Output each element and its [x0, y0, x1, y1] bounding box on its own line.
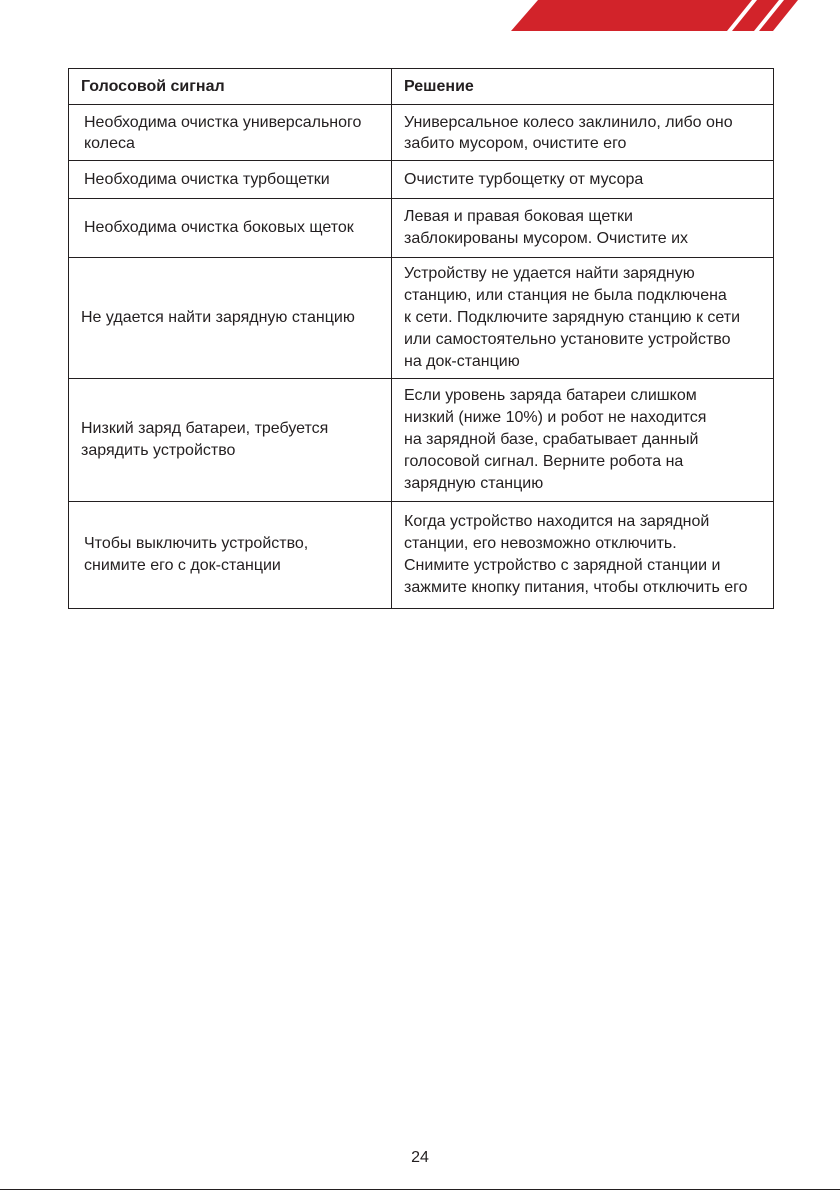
cell-line: Не удается найти зарядную станцию	[81, 309, 355, 326]
cell-line: Снимите устройство с зарядной станции и	[404, 557, 721, 574]
cell-line: Необходима очистка боковых щеток	[84, 219, 354, 236]
cell-line: Чтобы выключить устройство,	[84, 535, 309, 552]
solution-cell	[392, 502, 774, 609]
footer-rule	[0, 1189, 840, 1190]
cell-line: станцию, или станция не была подключена	[404, 287, 727, 304]
signal-cell	[69, 105, 392, 161]
table-row	[69, 379, 774, 502]
solution-cell	[392, 258, 774, 379]
signal-cell	[69, 161, 392, 199]
voice-signal-table	[68, 68, 774, 609]
solution-cell	[392, 199, 774, 258]
table-row	[69, 161, 774, 199]
cell-line: снимите его с док-станции	[84, 557, 281, 574]
header-decoration	[0, 0, 840, 40]
cell-line: Очистите турбощетку от мусора	[404, 170, 644, 188]
red-band	[511, 0, 752, 31]
cell-line: колеса	[84, 134, 135, 152]
signal-cell	[69, 258, 392, 379]
cell-line: станции, его невозможно отключить.	[404, 535, 677, 552]
signal-cell	[69, 379, 392, 502]
cell-line: Необходима очистка турбощетки	[84, 170, 330, 188]
cell-line: Левая и правая боковая щетки	[404, 208, 633, 225]
cell-line: на зарядной базе, срабатывает данный	[404, 431, 699, 448]
column-header-signal: Голосовой сигнал	[69, 69, 392, 105]
signal-cell	[69, 199, 392, 258]
table-header-row	[69, 69, 774, 105]
cell-line: низкий (ниже 10%) и робот не находится	[404, 409, 707, 426]
cell-line: зарядную станцию	[404, 475, 544, 492]
table-row	[69, 105, 774, 161]
solution-cell	[392, 105, 774, 161]
cell-line: забито мусором, очистите его	[404, 134, 627, 152]
cell-line: зажмите кнопку питания, чтобы отключить его	[404, 579, 748, 596]
table-row	[69, 199, 774, 258]
solution-cell	[392, 161, 774, 199]
table-row	[69, 502, 774, 609]
cell-line: Если уровень заряда батареи слишком	[404, 387, 697, 404]
cell-line: Устройству не удается найти зарядную	[404, 265, 695, 282]
cell-line: заблокированы мусором. Очистите их	[404, 230, 689, 247]
cell-line: или самостоятельно установите устройство	[404, 331, 731, 348]
cell-line: Низкий заряд батареи, требуется	[81, 420, 329, 437]
table-row	[69, 258, 774, 379]
column-header-solution: Решение	[392, 69, 774, 105]
solution-cell	[392, 379, 774, 502]
cell-line: на док-станцию	[404, 353, 520, 370]
cell-line: Универсальное колесо заклинило, либо оно	[404, 113, 733, 131]
cell-line: Когда устройство находится на зарядной	[404, 513, 710, 530]
cell-line: Необходима очистка универсального	[84, 113, 362, 131]
signal-cell	[69, 502, 392, 609]
cell-line: голосовой сигнал. Верните робота на	[404, 453, 684, 470]
page-number: 24	[411, 1149, 429, 1166]
cell-line: к сети. Подключите зарядную станцию к сети	[404, 309, 741, 326]
cell-line: зарядить устройство	[81, 442, 236, 459]
